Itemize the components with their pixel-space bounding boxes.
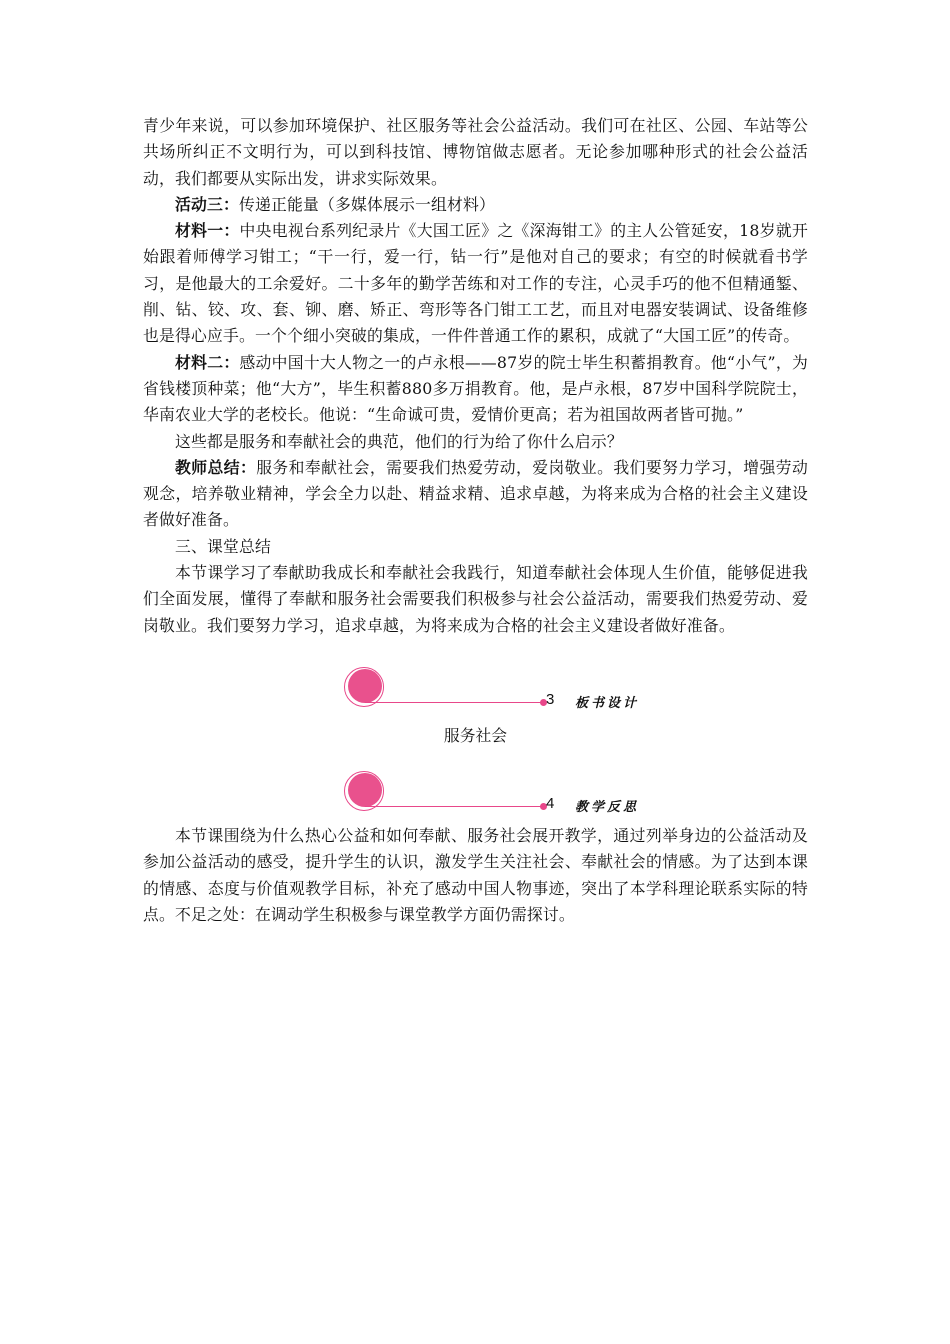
board-text: 服务社会	[443, 725, 508, 745]
class-summary-heading: 三、课堂总结	[175, 536, 271, 556]
section-title: 教学反思	[575, 799, 640, 815]
teacher-summary: 教师总结：服务和奉献社会，需要我们热爱劳动，爱岗敬业。我们要努力学习，增强劳动观念，培养敬业精神，学会全力以赴、精益求精、追求卓越，为将来成为合格的社会主义建设者做好准备。	[143, 457, 808, 530]
circle-icon	[348, 669, 382, 703]
section-number: 4	[546, 794, 555, 812]
header-rule	[365, 806, 543, 808]
section-header-board-design	[143, 667, 808, 717]
section-header-reflection	[143, 771, 808, 821]
reflection-text: 本节课围绕为什么热心公益和如何奉献、服务社会展开教学，通过列举身边的公益活动及参加公益活动的感受，提升学生的认识，激发学生关注社会、奉献社会的情感。为了达到本课的情感、态度与价值观教学目标，补充了感动中国人物事迹，突出了本学科理论联系实际的特点。不足之处：在调动学生积极参与课堂教学方面仍需探讨。	[143, 825, 808, 924]
question-paragraph: 这些都是服务和奉献社会的典范，他们的行为给了你什么启示？	[175, 431, 623, 451]
paragraph-0: 青少年来说，可以参加环境保护、社区服务等社会公益活动。我们可在社区、公园、车站等公共场所纠正不文明行为，可以到科技馆、博物馆做志愿者。无论参加哪种形式的社会公益活动，我们都要从实际出发，讲求实际效果。	[143, 116, 808, 188]
activity-three-heading: 活动三：传递正能量（多媒体展示一组材料）	[175, 194, 495, 214]
material-one: 材料一：中央电视台系列纪录片《大国工匠》之《深海钳工》的主人公管延安，18岁就开始跟着师傅学习钳工；“干一行，爱一行，钻一行”是他对自己的要求；有空的时候就看书学习，是他最大的工余爱好。二十多年的勤学苦练和对工作的专注，心灵手巧的他不但精通錾、削、钻、铰、攻、套、铆、磨、矫正、弯形等各门钳工工艺，而且对电器安装调试、设备维修也是得心应手。一个个细小突破的集成，一件件普通工作的累积，成就了“大国工匠”的传奇。	[143, 221, 808, 346]
circle-icon	[348, 773, 382, 807]
header-rule	[365, 702, 543, 704]
document-page	[143, 113, 808, 928]
lesson-content	[143, 113, 808, 639]
class-summary-text: 本节课学习了奉献助我成长和奉献社会我践行，知道奉献社会体现人生价值，能够促进我们全面发展，懂得了奉献和服务社会需要我们积极参与社会公益活动，需要我们热爱劳动、爱岗敬业。我们要努力学习，追求卓越，为将来成为合格的社会主义建设者做好准备。	[143, 563, 808, 635]
section-number: 3	[546, 690, 555, 708]
section-title: 板书设计	[575, 695, 640, 711]
material-two: 材料二：感动中国十大人物之一的卢永根——87岁的院士毕生积蓄捐教育。他“小气”，为省钱楼顶种菜；他“大方”，毕生积蓄880多万捐教育。他，是卢永根，87岁中国科学院院士，华南农业大学的老校长。他说：“生命诚可贵，爱情价更高；若为祖国故两者皆可抛。”	[143, 352, 808, 425]
